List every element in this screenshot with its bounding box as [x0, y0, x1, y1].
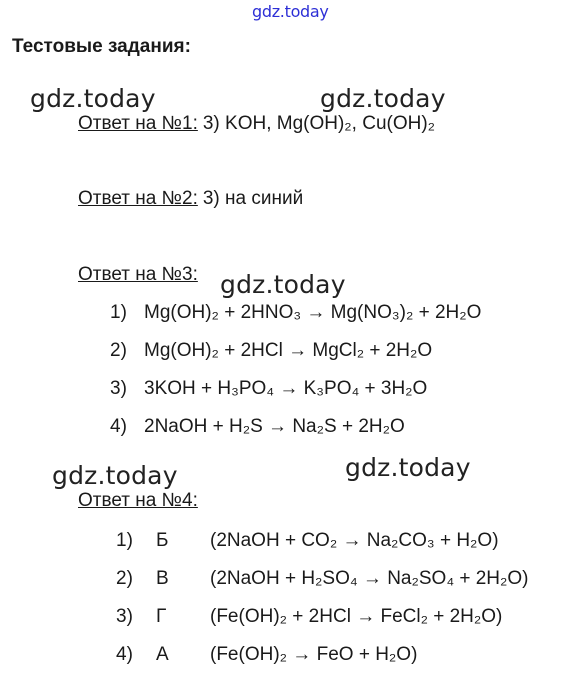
answer-4: [78, 490, 198, 512]
item-number: 1): [116, 530, 133, 551]
answer-1-label: Ответ на №1:: [78, 113, 198, 134]
item-letter: В: [156, 568, 169, 589]
item-number: 2): [116, 568, 133, 589]
answer-1-text: 3) KOH, Mg(OH)₂, Cu(OH)₂: [202, 113, 436, 134]
watermark-top: gdz.today: [252, 2, 329, 21]
answer-2-text: 3) на синий: [202, 188, 304, 209]
item-number: 3): [110, 378, 127, 399]
watermark: gdz.today: [345, 453, 471, 482]
watermark: gdz.today: [52, 461, 178, 490]
equation: (2NaOH + H₂SO₄ → Na₂SO₄ + 2H₂O): [210, 568, 529, 589]
answer-2-label: Ответ на №2:: [78, 188, 198, 209]
watermark: gdz.today: [220, 270, 346, 299]
answer-3: [78, 264, 198, 286]
item-number: 4): [116, 644, 133, 665]
answer-3-label: Ответ на №3:: [78, 264, 198, 285]
item-number: 4): [110, 416, 127, 437]
answer-4-label: Ответ на №4:: [78, 490, 198, 511]
equation: Mg(OH)₂ + 2HCl → MgCl₂ + 2H₂O: [144, 340, 433, 361]
equation: 2NaOH + H₂S → Na₂S + 2H₂O: [144, 416, 405, 437]
equation: Mg(OH)₂ + 2HNO₃ → Mg(NO₃)₂ + 2H₂O: [144, 302, 482, 323]
answer-1: [78, 113, 435, 135]
watermark: gdz.today: [30, 84, 156, 113]
answer-2: [78, 188, 303, 210]
equation: (Fe(OH)₂ + 2HCl → FeCl₂ + 2H₂O): [210, 606, 503, 627]
equation: (2NaOH + CO₂ → Na₂CO₃ + H₂O): [210, 530, 499, 551]
item-letter: Б: [156, 530, 169, 551]
page-heading: Тестовые задания:: [12, 36, 191, 57]
item-number: 1): [110, 302, 127, 323]
item-number: 3): [116, 606, 133, 627]
watermark: gdz.today: [320, 84, 446, 113]
equation: 3KOH + H₃PO₄ → K₃PO₄ + 3H₂O: [144, 378, 428, 399]
item-letter: А: [156, 644, 169, 665]
item-number: 2): [110, 340, 127, 361]
equation: (Fe(OH)₂ → FeO + H₂O): [210, 644, 418, 665]
item-letter: Г: [156, 606, 167, 627]
